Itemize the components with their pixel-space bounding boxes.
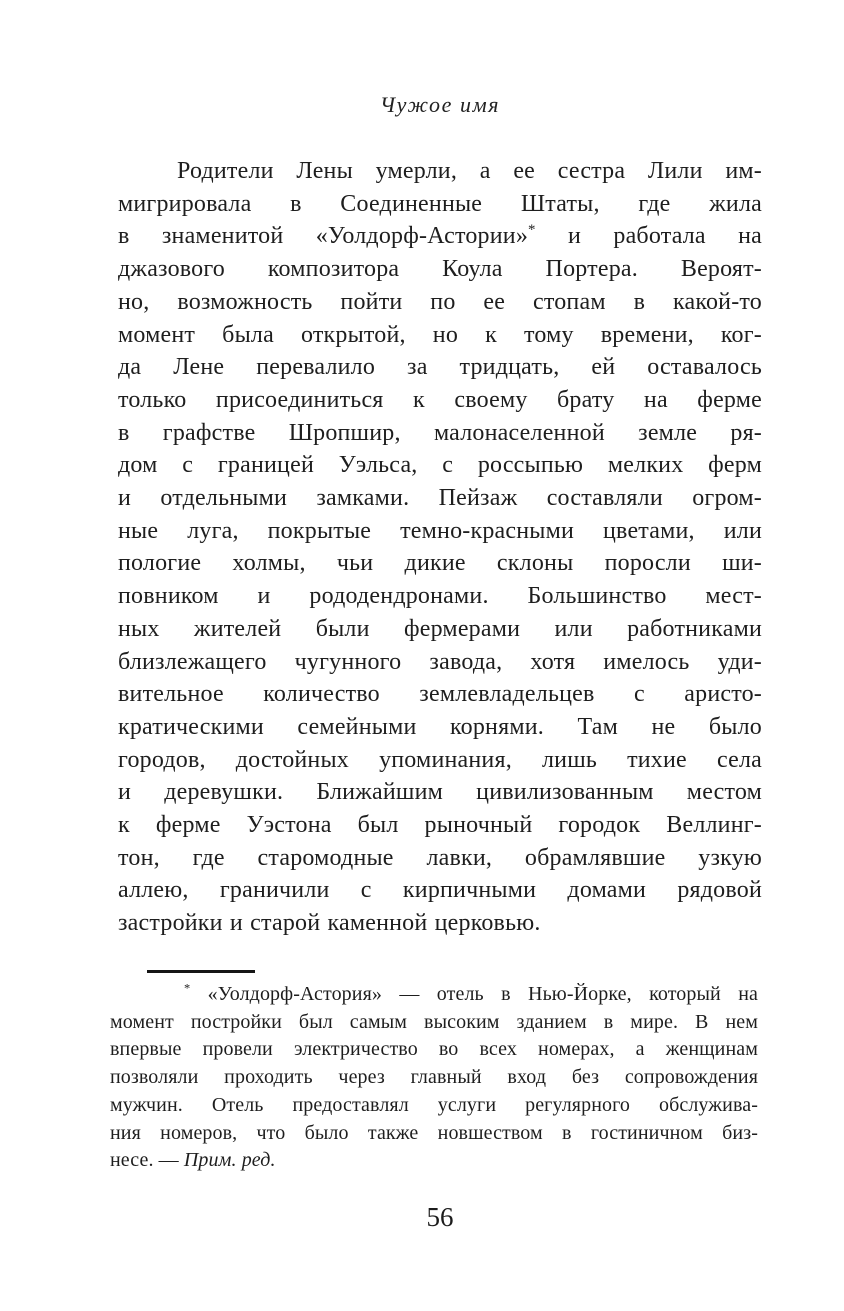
text-line: впервые провели электричество во всех номерах, а женщинам xyxy=(110,1038,758,1061)
text-line: дом с границей Уэльса, с россыпью мелких ферм xyxy=(118,452,762,479)
footnote-marker: * xyxy=(528,222,536,239)
text-line: аллею, граничили с кирпичными домами рядовой xyxy=(118,877,762,904)
text-line: застройки и старой каменной церковью. xyxy=(118,910,541,937)
text-line: повником и рододендронами. Большинство мест- xyxy=(118,583,762,610)
text-line: и отдельными замками. Пейзаж составляли огром- xyxy=(118,485,762,512)
text-line: мужчин. Отель предоставлял услуги регулярного обслужива- xyxy=(110,1093,758,1116)
body-paragraph xyxy=(118,155,762,940)
footnote-marker: * xyxy=(184,981,191,996)
text-line: Родители Лены умерли, а ее сестра Лили им- xyxy=(177,158,762,184)
footnote-text xyxy=(110,981,758,1175)
italic-text: Прим. ред. xyxy=(183,1149,276,1172)
running-header: Чужое имя xyxy=(379,92,501,117)
text-line: кратическими семейными корнями. Там не было xyxy=(118,713,762,740)
text-line: ния номеров, что было также новшеством в гостиничном биз- xyxy=(110,1121,758,1144)
text-line: пологие холмы, чьи дикие склоны поросли ши- xyxy=(118,550,762,577)
text-line: да Лене перевалило за тридцать, ей оставалось xyxy=(118,354,762,381)
text-line: городов, достойных упоминания, лишь тихие села xyxy=(118,746,762,773)
text-line: близлежащего чугунного завода, хотя имелось уди- xyxy=(118,648,762,675)
page-number: 56 xyxy=(426,1202,454,1232)
text-line: ные луга, покрытые темно-красными цветами, или xyxy=(118,517,762,544)
footnote-divider xyxy=(147,970,255,973)
text-line: вительное количество землевладельцев с аристо- xyxy=(118,681,762,708)
text-line: позволяли проходить через главный вход без сопровождения xyxy=(110,1066,758,1089)
text-line: момент постройки был самым высоким зданием в мире. В нем xyxy=(110,1010,758,1033)
text-line: в графстве Шропшир, малонаселенной земле ря- xyxy=(118,419,762,446)
text-line: джазового композитора Коула Портера. Вероят- xyxy=(118,256,762,283)
text-line: мигрировала в Соединенные Штаты, где жила xyxy=(118,190,762,217)
text-line: тон, где старомодные лавки, обрамлявшие узкую xyxy=(118,844,762,871)
text-line: только присоединиться к своему брату на ферме xyxy=(118,386,762,413)
text-line: в знаменитой «Уолдорф-Астории»* и работала на xyxy=(118,222,763,250)
text-line: и деревушки. Ближайшим цивилизованным местом xyxy=(118,779,762,806)
text-line: ных жителей были фермерами или работниками xyxy=(118,615,762,642)
text-line: * «Уолдорф-Астория» — отель в Нью-Йорке, который на xyxy=(184,981,758,1005)
text-line: но, возможность пойти по ее стопам в какой-то xyxy=(118,288,762,315)
text-line: момент была открытой, но к тому времени, ког- xyxy=(118,321,762,348)
text-line: к ферме Уэстона был рыночный городок Веллинг- xyxy=(118,812,762,839)
text-line: несе. — Прим. ред. xyxy=(110,1149,276,1172)
